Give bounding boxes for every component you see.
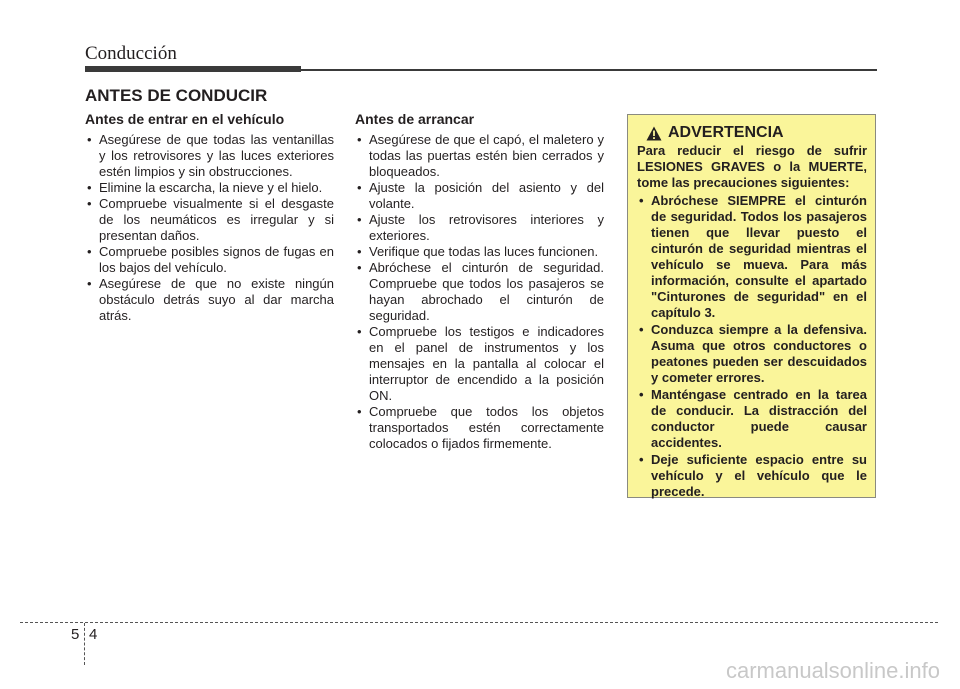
checklist [355, 132, 604, 452]
list-item: • Asegúrese de que todas las ventanillas y los retrovisores y las luces exteriores estén limpios y sin obstrucciones. [85, 132, 334, 180]
warning-header [637, 125, 867, 141]
warning-title: ADVERTENCIA [668, 124, 784, 141]
list-item: • Compruebe posibles signos de fugas en los bajos del vehículo. [85, 244, 334, 276]
list-item: • Abróchese el cinturón de seguridad. Compruebe que todos los pasajeros se hayan abrochado el cinturón de seguridad. [355, 260, 604, 324]
warning-item: • Deje suficiente espacio entre su vehículo y el vehículo que le precede. [637, 452, 867, 500]
warning-item: • Conduzca siempre a la defensiva. Asuma que otros conductores o peatones pueden ser descuidados y cometer errores. [637, 322, 867, 386]
chapter-number: 5 [71, 626, 80, 643]
list-item: • Verifique que todas las luces funcionen. [355, 244, 604, 260]
warning-triangle-icon [646, 126, 662, 141]
footer-page-divider [84, 623, 85, 665]
column-before-starting [355, 110, 604, 452]
section-title: ANTES DE CONDUCIR [85, 86, 268, 105]
warning-item: • Manténgase centrado en la tarea de conducir. La distracción del conductor puede causar accidentes. [637, 387, 867, 451]
column-heading: Antes de entrar en el vehículo [85, 111, 285, 127]
list-item: • Elimine la escarcha, la nieve y el hielo. [85, 180, 334, 196]
page-number: 4 [89, 626, 98, 643]
warning-box [627, 114, 876, 498]
warning-list [637, 193, 867, 500]
list-item: • Compruebe los testigos e indicadores en el panel de instrumentos y los mensajes en la pantalla al colocar el interruptor de encendido a la posición ON. [355, 324, 604, 404]
warning-intro: Para reducir el riesgo de sufrir LESIONES GRAVES o la MUERTE, tome las precauciones siguientes: [637, 143, 867, 190]
header-rule-thin [301, 69, 877, 71]
chapter-title: Conducción [85, 43, 177, 64]
list-item: • Asegúrese de que el capó, el maletero y todas las puertas estén bien cerrados y bloqueados. [355, 132, 604, 180]
column-heading: Antes de arrancar [355, 111, 475, 127]
list-item: • Asegúrese de que no existe ningún obstáculo detrás suyo al dar marcha atrás. [85, 276, 334, 324]
footer-divider [20, 622, 938, 623]
list-item: • Ajuste la posición del asiento y del volante. [355, 180, 604, 212]
checklist [85, 132, 334, 324]
header-rule-thick [85, 66, 301, 72]
list-item: • Compruebe visualmente si el desgaste de los neumáticos es irregular y si presentan daños. [85, 196, 334, 244]
column-before-entering [85, 110, 334, 324]
list-item: • Compruebe que todos los objetos transportados estén correctamente colocados o fijados firmemente. [355, 404, 604, 452]
watermark: carmanualsonline.info [725, 658, 940, 683]
list-item: • Ajuste los retrovisores interiores y exteriores. [355, 212, 604, 244]
warning-item: • Abróchese SIEMPRE el cinturón de seguridad. Todos los pasajeros tienen que llevar puesto el cinturón de seguridad mientras el vehículo se mueva. Para más información, consulte el apartado "Cinturones de seguridad" en el capítulo 3. [637, 193, 867, 321]
